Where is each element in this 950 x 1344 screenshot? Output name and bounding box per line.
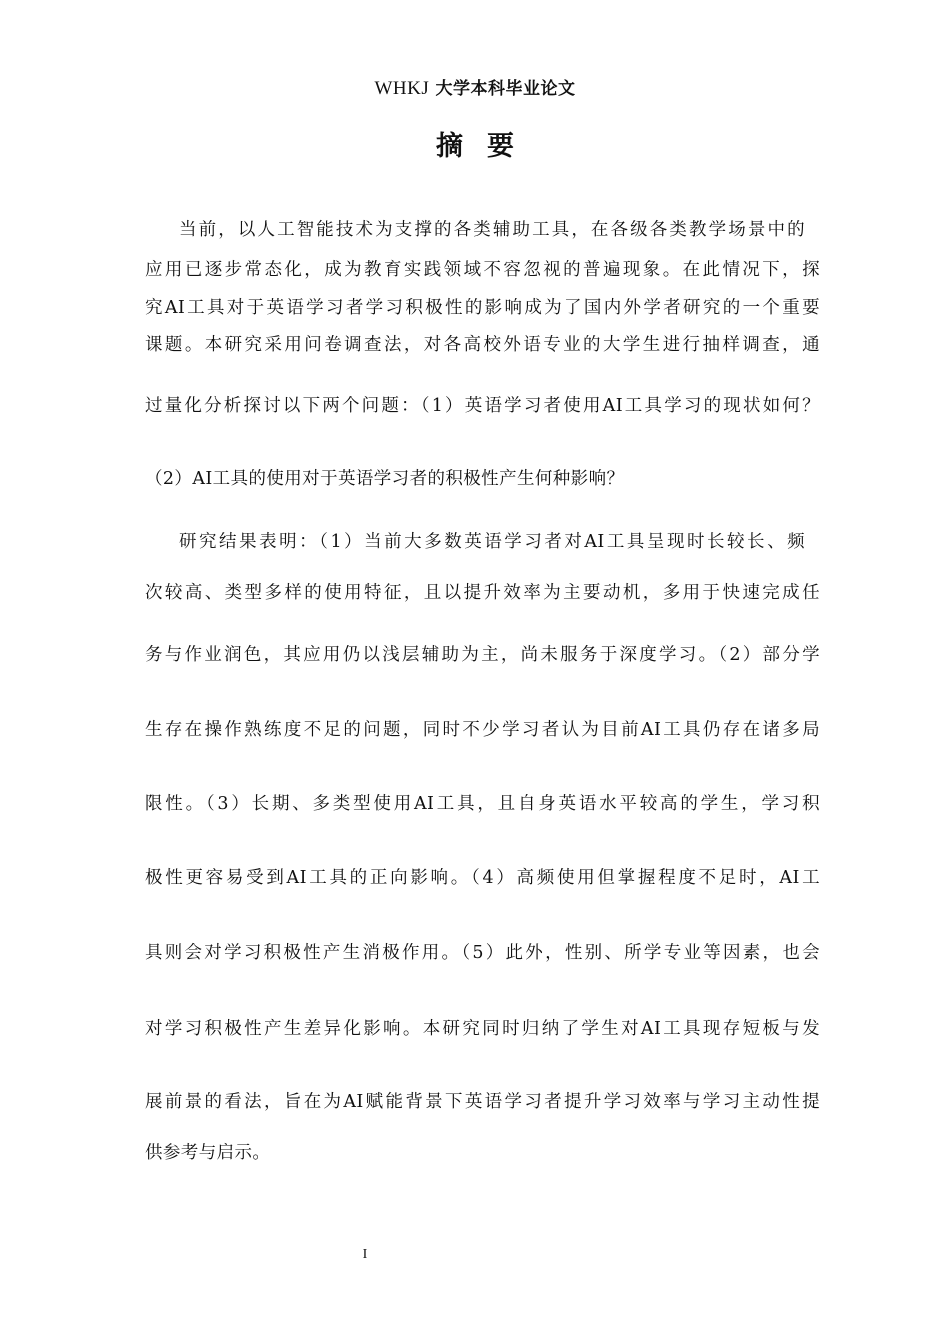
header-school-code: WHKJ [374, 78, 430, 99]
abstract-p2-line-2: 次较高、类型多样的使用特征，且以提升效率为主要动机，多用于快速完成任 [145, 583, 820, 603]
abstract-p2-line-1: 研究结果表明：（1）当前大多数英语学习者对AI工具呈现时长较长、频 [179, 532, 805, 552]
header-thesis-label: 大学本科毕业论文 [435, 79, 576, 99]
abstract-p2-line-6: 极性更容易受到AI工具的正向影响。（4）高频使用但掌握程度不足时，AI工 [145, 868, 820, 888]
abstract-p2-line-4: 生存在操作熟练度不足的问题，同时不少学习者认为目前AI工具仍存在诸多局 [145, 720, 820, 740]
abstract-p2-line-7: 具则会对学习积极性产生消极作用。（5）此外，性别、所学专业等因素，也会 [145, 943, 820, 963]
abstract-p1-line-5: 过量化分析探讨以下两个问题：（1）英语学习者使用AI工具学习的现状如何？ [145, 396, 820, 416]
abstract-p2-line-3: 务与作业润色，其应用仍以浅层辅助为主，尚未服务于深度学习。（2）部分学 [145, 645, 820, 665]
abstract-p1-line-6: （2）AI工具的使用对于英语学习者的积极性产生何种影响？ [145, 469, 625, 489]
abstract-p2-line-9: 展前景的看法，旨在为AI赋能背景下英语学习者提升学习效率与学习主动性提 [145, 1092, 820, 1112]
abstract-p1-line-1: 当前，以人工智能技术为支撑的各类辅助工具，在各级各类教学场景中的 [179, 220, 805, 240]
running-header [0, 74, 950, 100]
abstract-p2-line-5: 限性。（3）长期、多类型使用AI工具，且自身英语水平较高的学生，学习积 [145, 794, 820, 814]
abstract-p1-line-2: 应用已逐步常态化，成为教育实践领域不容忽视的普遍现象。在此情况下，探 [145, 260, 820, 280]
abstract-p2-line-10: 供参考与启示。 [145, 1143, 271, 1163]
abstract-p2-line-8: 对学习积极性产生差异化影响。本研究同时归纳了学生对AI工具现存短板与发 [145, 1019, 820, 1039]
page-title: 摘要 [436, 131, 538, 162]
page-number: I [362, 1247, 368, 1262]
abstract-p1-line-4: 课题。本研究采用问卷调查法，对各高校外语专业的大学生进行抽样调查，通 [145, 335, 820, 355]
abstract-p1-line-3: 究AI工具对于英语学习者学习积极性的影响成为了国内外学者研究的一个重要 [145, 298, 820, 318]
